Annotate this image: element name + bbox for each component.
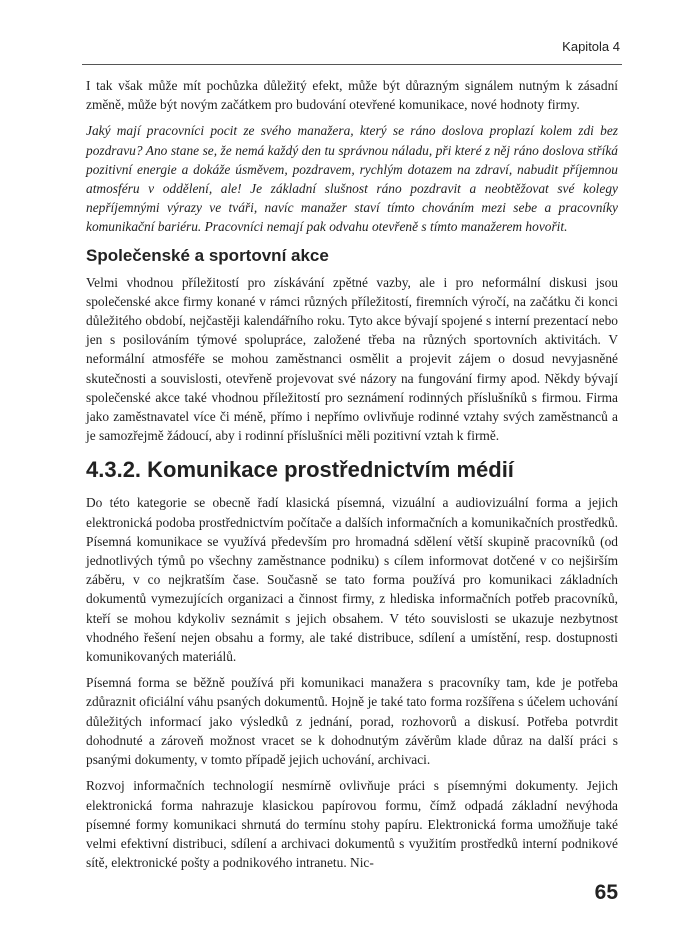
running-header	[82, 31, 622, 65]
page-body	[86, 76, 618, 879]
paragraph-media-1: Do této kategorie se obecně řadí klasická písemná, vizuální a audiovizuální forma a jejich elektronická podoba prostřednictvím počítače a dalších informačních a komunikačních prostředků. Písemná komunikace se využívá především pro hromadná sdělení větší skupině pracovníků (od jednotlivých týmů po všechny zaměstnance podniku) s cílem informovat dotčené v co nejširším záběru, v co nejkratším čase. Současně se tato forma používá pro komunikaci základních dokumentů vymezujících organizaci a činnost firmy, z hlediska informačních potřeb pracovníků, kteří se mohou kdykoliv seznámit s jejich obsahem. V této souvislosti se ukazuje nezbytnost vhodného řešení nejen obsahu a formy, ale také distribuce, sdílení a umístění, resp. dostupnosti komunikovaných materiálů.	[86, 495, 618, 665]
paragraph-example-italic: Jaký mají pracovníci pocit ze svého manažera, který se ráno doslova proplazí kolem zdi bez pozdravu? Ano stane se, že nemá každý den tu správnou náladu, při které z něj ráno doslova stříká pozitivní energie a dokáže úsměvem, pozdravem, rychlým dotazem na zdraví, nabudit příjemnou atmosféru v oddělení, ale! Je základní slušnost ráno pozdravit a neobtěžovat své kolegy nepříjemnými výrazy ve tváři, navíc manažer staví tímto chováním mezi sebe a pracovníky komunikační bariéru. Pracovníci nemají pak odvahu otevřeně s tímto manažerem hovořit.	[86, 123, 618, 235]
paragraph-social-events: Velmi vhodnou příležitostí pro získávání zpětné vazby, ale i pro neformální diskusi jsou společenské akce firmy konané v rámci různých příležitostí, firemních výročí, na začátku či konci důležitého období, nejčastěji kalendářního roku. Tyto akce bývají spojené s interní prezentací nebo jen s posilováním týmové spolupráce, založené třeba na různých sportovních aktivitách. V neformální atmosféře se mohou zaměstnanci osmělit a projevit zájem o dosud nevyjasněné skutečnosti a souvislosti, otevřeně projevovat své názory na fungování firmy apod. Někdy bývají společenské akce také vhodnou příležitostí pro seznámení rodinných příslušníků s firmou. Firma jako zaměstnavatel více či méně, přímo i nepřímo ovlivňuje rodinné vztahy svých zaměstnanců a je samozřejmě žádoucí, aby i rodinní příslušníci měli pozitivní vztah k firmě.	[86, 274, 618, 444]
section-heading-media-communication: 4.3.2. Komunikace prostřednictvím médií	[86, 457, 514, 483]
chapter-label: Kapitola 4	[562, 39, 620, 54]
paragraph-intro: I tak však může mít pochůzka důležitý efekt, může být důrazným signálem nutným k zásadní změně, může být novým začátkem pro budování otevřené komunikace, nové hodnoty firmy.	[86, 78, 618, 113]
section-heading-social-events: Společenské a sportovní akce	[86, 245, 329, 265]
page-number: 65	[594, 881, 618, 904]
paragraph-media-2: Písemná forma se běžně používá při komunikaci manažera s pracovníky tam, kde je potřeba zdůraznit oficiální váhu psaných dokumentů. Hojně je také tato forma rozšířena s účelem uchování důležitých informací jako výsledků z jednání, porad, rozhovorů a diskusí. Potřeba potvrdit dohodnuté a zároveň možnost vracet se k dohodnutým závěrům klade důraz na další práci s psanými dokumenty, v tomto případě jejich uchování, archivaci.	[86, 675, 618, 768]
paragraph-media-3: Rozvoj informačních technologií nesmírně ovlivňuje práci s písemnými dokumenty. Jejich elektronická forma nahrazuje klasickou papírovou formu, čímž odpadá základní nevýhoda písemné formy komunikaci shrnutá do termínu stohy papíru. Elektronická forma umožňuje také velmi efektivní distribuci, sdílení a archivaci dokumentů s využitím prostředků interní podnikové sítě, elektronické pošty a podnikového intranetu. Nic-	[86, 778, 618, 871]
